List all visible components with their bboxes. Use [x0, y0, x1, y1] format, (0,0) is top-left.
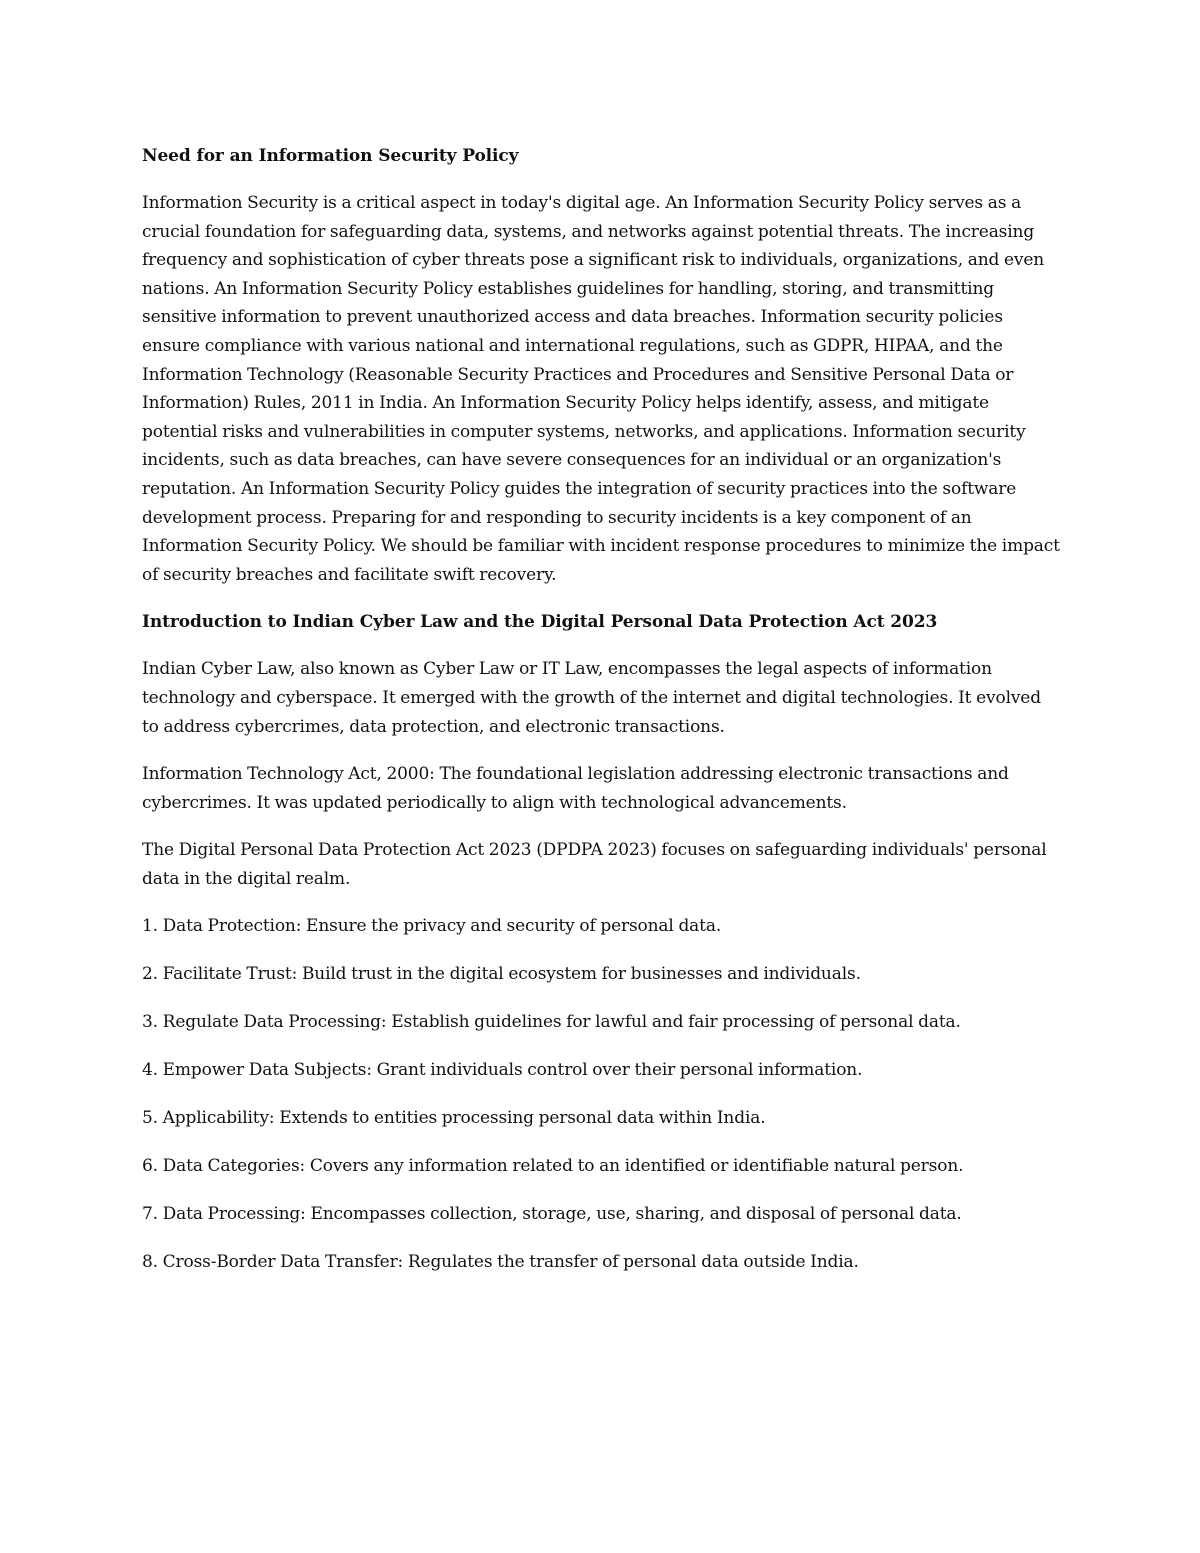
list-item: 8. Cross-Border Data Transfer: Regulates the transfer of personal data outside India. — [142, 1252, 859, 1273]
section-heading-infosec-policy: Need for an Information Security Policy — [142, 146, 519, 166]
list-item: 5. Applicability: Extends to entities processing personal data within India. — [142, 1108, 766, 1129]
list-item: 1. Data Protection: Ensure the privacy and security of personal data. — [142, 916, 722, 937]
list-item: 3. Regulate Data Processing: Establish guidelines for lawful and fair processing of personal data. — [142, 1012, 961, 1033]
paragraph-cyber-law-intro: Indian Cyber Law, also known as Cyber Law or IT Law, encompasses the legal aspects of information technology and cyberspace. It emerged with the growth of the internet and digital technologies. It evolved to address cybercrimes, data protection, and electronic transactions. — [142, 659, 1041, 737]
list-item: 4. Empower Data Subjects: Grant individuals control over their personal information. — [142, 1060, 863, 1081]
paragraph-it-act-2000: Information Technology Act, 2000: The foundational legislation addressing electronic transactions and cybercrimes. It was updated periodically to align with technological advancements. — [142, 764, 1009, 813]
list-item: 7. Data Processing: Encompasses collection, storage, use, sharing, and disposal of personal data. — [142, 1204, 962, 1225]
paragraph-dpdpa-2023: The Digital Personal Data Protection Act 2023 (DPDPA 2023) focuses on safeguarding individuals' personal data in the digital realm. — [142, 840, 1047, 889]
section-heading-indian-cyber-law: Introduction to Indian Cyber Law and the Digital Personal Data Protection Act 2023 — [142, 612, 938, 633]
list-item: 2. Facilitate Trust: Build trust in the digital ecosystem for businesses and individuals. — [142, 964, 861, 985]
list-item: 6. Data Categories: Covers any information related to an identified or identifiable natural person. — [142, 1156, 964, 1177]
paragraph-infosec-policy: Information Security is a critical aspect in today's digital age. An Information Security Policy serves as a crucial foundation for safeguarding data, systems, and networks against potential threats. The increasing frequency and sophistication of cyber threats pose a significant risk to individuals, organizations, and even nations. An Information Security Policy establishes guidelines for handling, storing, and transmitting sensitive information to prevent unauthorized access and data breaches. Information security policies ensure compliance with various national and international regulations, such as GDPR, HIPAA, and the Information Technology (Reasonable Security Practices and Procedures and Sensitive Personal Data or Information) Rules, 2011 in India. An Information Security Policy helps identify, assess, and mitigate potential risks and vulnerabilities in computer systems, networks, and applications. Information security incidents, such as data breaches, can have severe consequences for an individual or an organization's reputation. An Information Security Policy guides the integration of security practices into the software development process. Preparing for and responding to security incidents is a key component of an Information Security Policy. We should be familiar with incident response procedures to minimize the impact of security breaches and facilitate swift recovery. — [142, 193, 1060, 585]
dpdpa-objectives-list — [142, 912, 1060, 1276]
document-page — [142, 142, 1060, 1296]
